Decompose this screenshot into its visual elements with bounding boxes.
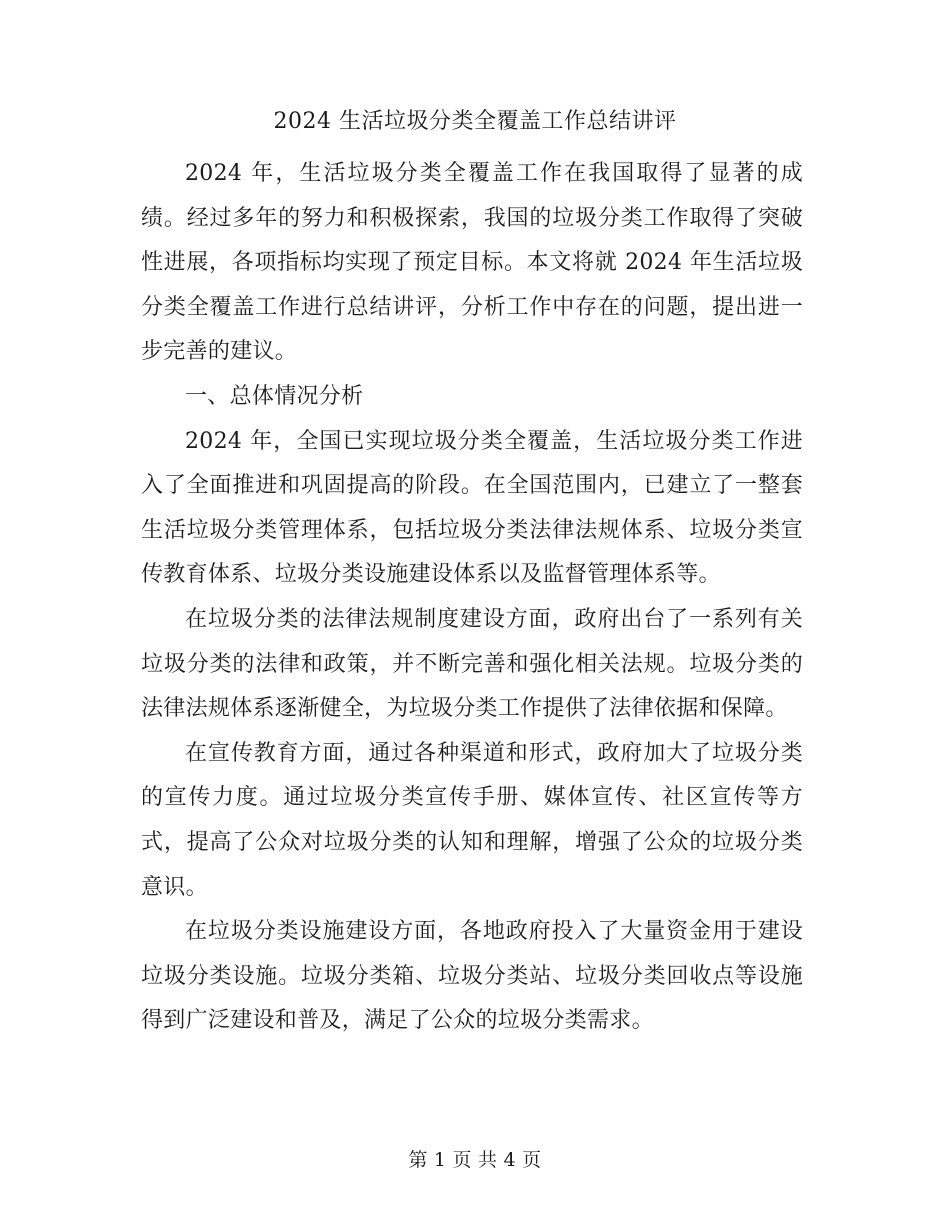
footer-total-word: 共	[478, 1149, 498, 1171]
paragraph-intro: 2024 年，生活垃圾分类全覆盖工作在我国取得了显著的成绩。经过多年的努力和积极探索，我国的垃圾分类工作取得了突破性进展，各项指标均实现了预定目标。本文将就 2024 年生活垃圾分类全覆盖工作进行总结讲评，分析工作中存在的问题，提出进一步完善的建议。	[141, 161, 803, 365]
page-footer	[0, 1146, 950, 1174]
footer-page-word: 页	[452, 1149, 472, 1171]
paragraph-publicity-education: 在宣传教育方面，通过各种渠道和形式，政府加大了垃圾分类的宣传力度。通过垃圾分类宣传手册、媒体宣传、社区宣传等方式，提高了公众对垃圾分类的认知和理解，增强了公众的垃圾分类意识。	[141, 740, 803, 900]
paragraph-overview: 2024 年，全国已实现垃圾分类全覆盖，生活垃圾分类工作进入了全面推进和巩固提高的阶段。在全国范围内，已建立了一整套生活垃圾分类管理体系，包括垃圾分类法律法规体系、垃圾分类宣传教育体系、垃圾分类设施建设体系以及监督管理体系等。	[141, 428, 803, 588]
section-heading-overview: 一、总体情况分析	[185, 383, 364, 409]
document-body	[141, 152, 803, 1044]
footer-suffix: 页	[522, 1149, 542, 1171]
footer-total-pages: 4	[503, 1149, 517, 1171]
paragraph-legal-system: 在垃圾分类的法律法规制度建设方面，政府出台了一系列有关垃圾分类的法律和政策，并不断完善和强化相关法规。垃圾分类的法律法规体系逐渐健全，为垃圾分类工作提供了法律依据和保障。	[141, 606, 803, 722]
footer-prefix: 第	[408, 1149, 428, 1171]
document-title: 2024 生活垃圾分类全覆盖工作总结讲评	[273, 109, 677, 134]
footer-current-page: 1	[433, 1149, 447, 1171]
paragraph-facility-construction: 在垃圾分类设施建设方面，各地政府投入了大量资金用于建设垃圾分类设施。垃圾分类箱、垃圾分类站、垃圾分类回收点等设施得到广泛建设和普及，满足了公众的垃圾分类需求。	[141, 919, 803, 1034]
